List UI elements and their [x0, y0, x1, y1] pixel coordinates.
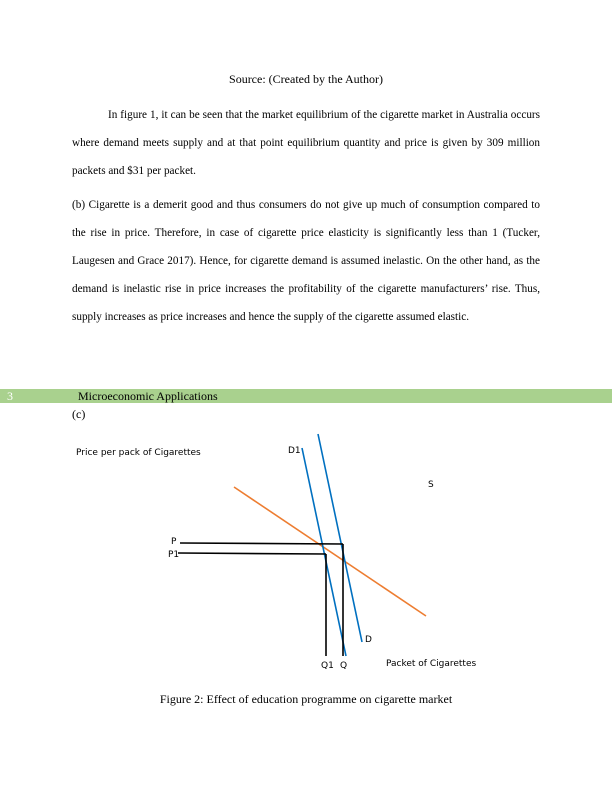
quantity-q1-label: Q1	[321, 661, 334, 671]
quantity-q-label: Q	[340, 661, 348, 671]
running-head-title: Microeconomic Applications	[78, 389, 218, 403]
price-p-line	[180, 543, 343, 544]
y-axis-label: Price per pack of Cigarettes	[76, 448, 201, 458]
price-p-label: P	[171, 537, 177, 547]
demand-d1-label: D1	[288, 446, 301, 456]
part-c-label: (c)	[72, 407, 86, 421]
supply-label: S	[428, 480, 434, 490]
price-p1-line	[178, 553, 326, 554]
paragraph-elasticity: (b) Cigarette is a demerit good and thus consumers do not give up much of consumption compared to the rise in price. Therefore, in case of cigarette price elasticity is significantly less than 1 (Tucker, Laugesen and Grace 2017). Hence, for cigarette demand is assumed inelastic. On the other hand, as the demand is inelastic rise in price increases the profitability of the cigarette manufacturers’ rise. Thus, supply increases as price increases and hence the supply of the cigarette assumed elastic.	[72, 199, 540, 323]
demand-d-label: D	[365, 635, 372, 645]
demand-curve-d	[318, 434, 362, 642]
paragraph-equilibrium: In figure 1, it can be seen that the market equilibrium of the cigarette market in Australia occurs where demand meets supply and at that point equilibrium quantity and price is given by 309 million packets and $31 per packet.	[72, 109, 540, 177]
figure-caption: Figure 2: Effect of education programme on cigarette market	[159, 692, 453, 706]
source-line: Source: (Created by the Author)	[229, 72, 383, 86]
page-number: 3	[7, 389, 13, 403]
supply-curve	[234, 487, 426, 616]
demand-curve-d1	[302, 448, 346, 656]
price-p1-label: P1	[168, 550, 180, 560]
x-axis-label: Packet of Cigarettes	[386, 659, 477, 669]
